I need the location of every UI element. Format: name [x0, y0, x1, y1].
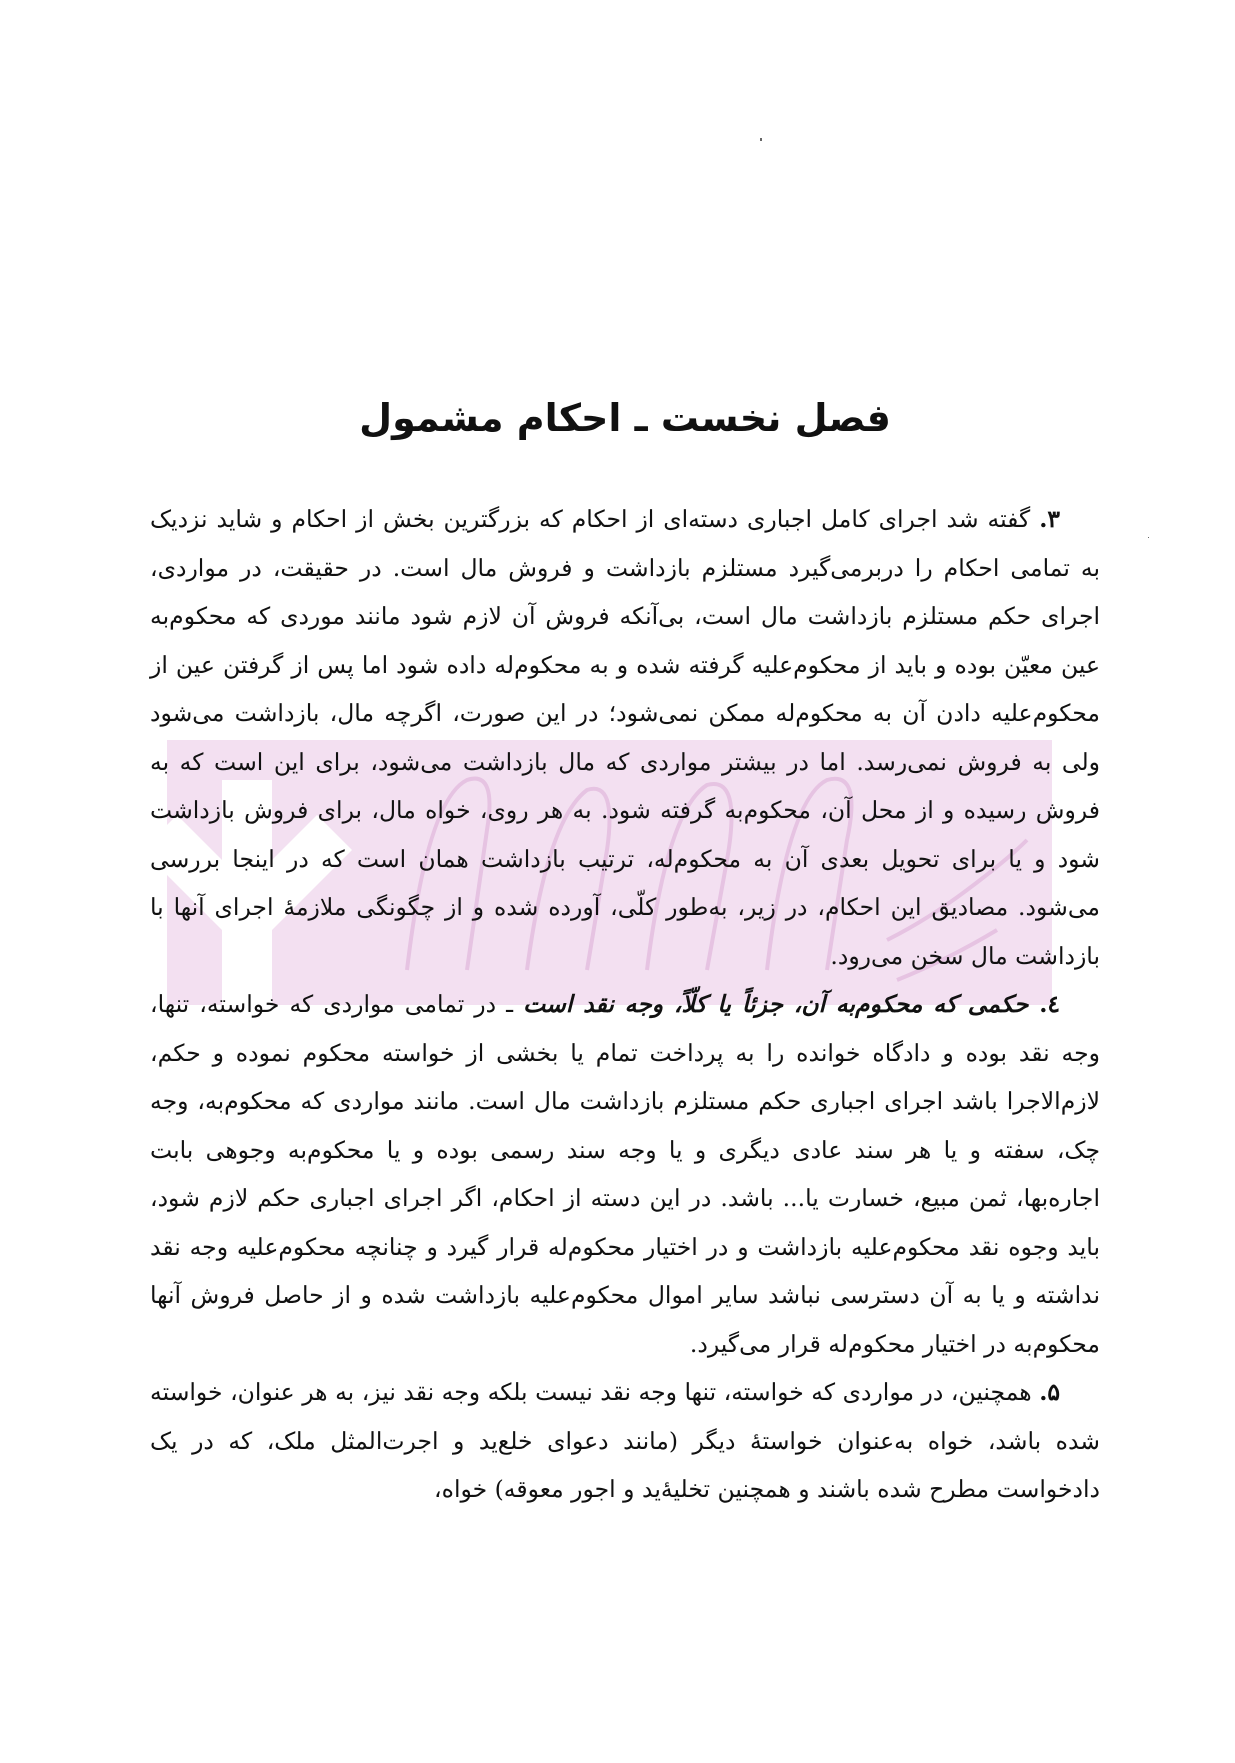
paragraph-5 — [150, 1368, 1100, 1514]
scan-speck — [1148, 537, 1149, 538]
paragraph-text: گفته شد اجرای کامل اجباری دسته‌ای از احکام که بزرگترین بخش از احکام و شاید نزدیک به تمامی احکام را دربرمی‌گیرد مستلزم بازداشت و فروش مال است. در حقیقت، در مواردی، اجرای حکم مستلزم بازداشت مال است، بی‌آنکه فروش آن لازم شود مانند موردی که محکوم‌به عین معیّن بوده و باید از محکوم‌علیه گرفته شده و به محکوم‌له داده شود اما پس از گرفتن عین از محکوم‌علیه دادن آن به محکوم‌له ممکن نمی‌شود؛ در این صورت، اگرچه مال، بازداشت می‌شود ولی به فروش نمی‌رسد. اما در بیشتر مواردی که مال بازداشت می‌شود، برای این است که به فروش رسیده و از محل آن، محکوم‌به گرفته شود. به هر روی، خواه مال، برای فروش بازداشت شود و یا برای تحویل بعدی آن به محکوم‌له، ترتیب بازداشت همان است که در اینجا بررسی می‌شود. مصادیق این احکام، در زیر، به‌طور کلّی، آورده شده و از چگونگی ملازمهٔ اجرای آنها با بازداشت مال سخن می‌رود. — [150, 505, 1100, 970]
paragraph-number: ٤. — [1039, 990, 1060, 1018]
paragraph-text: ـ در تمامی مواردی که خواسته، تنها، وجه نقد بوده و دادگاه خوانده را به پرداخت تمام یا بخشی از خواسته محکوم نموده و حکم، لازم‌الاجرا باشد اجرای اجباری حکم مستلزم بازداشت مال است. مانند مواردی که محکوم‌به، وجه چک، سفته و یا هر سند عادی دیگری و یا وجه سند رسمی بوده و یا محکوم‌به وجوهی بابت اجاره‌بها، ثمن مبیع، خسارت یا... باشد. در این دسته از احکام، اگر اجرای اجباری حکم لازم شود، باید وجوه نقد محکوم‌علیه بازداشت و در اختیار محکوم‌له قرار گیرد و چنانچه محکوم‌علیه وجه نقد نداشته و یا به آن دسترسی نباشد سایر اموال محکوم‌علیه بازداشت شده و از حاصل فروش آنها محکوم‌به در اختیار محکوم‌له قرار می‌گیرد. — [150, 990, 1100, 1358]
paragraph-number: ۵. — [1039, 1378, 1060, 1406]
scan-speck — [760, 138, 762, 141]
body-text — [150, 495, 1100, 1514]
paragraph-3 — [150, 495, 1100, 980]
paragraph-4 — [150, 980, 1100, 1368]
chapter-title: فصل نخست ـ احکام مشمول — [359, 396, 891, 441]
paragraph-text: همچنین، در مواردی که خواسته، تنها وجه نقد نیست بلکه وجه نقد نیز، به هر عنوان، خواسته شده باشد، خواه به‌عنوان خواستهٔ دیگر (مانند دعوای خلع‌ید و اجرت‌المثل ملک، که در یک دادخواست مطرح شده باشند و همچنین تخلیهٔ‌ید و اجور معوقه) خواه، — [150, 1378, 1100, 1503]
paragraph-number: ۳. — [1039, 505, 1060, 533]
paragraph-heading: حکمی که محکوم‌به آن، جزئاً یا کلّاً، وجه نقد است — [523, 990, 1040, 1018]
